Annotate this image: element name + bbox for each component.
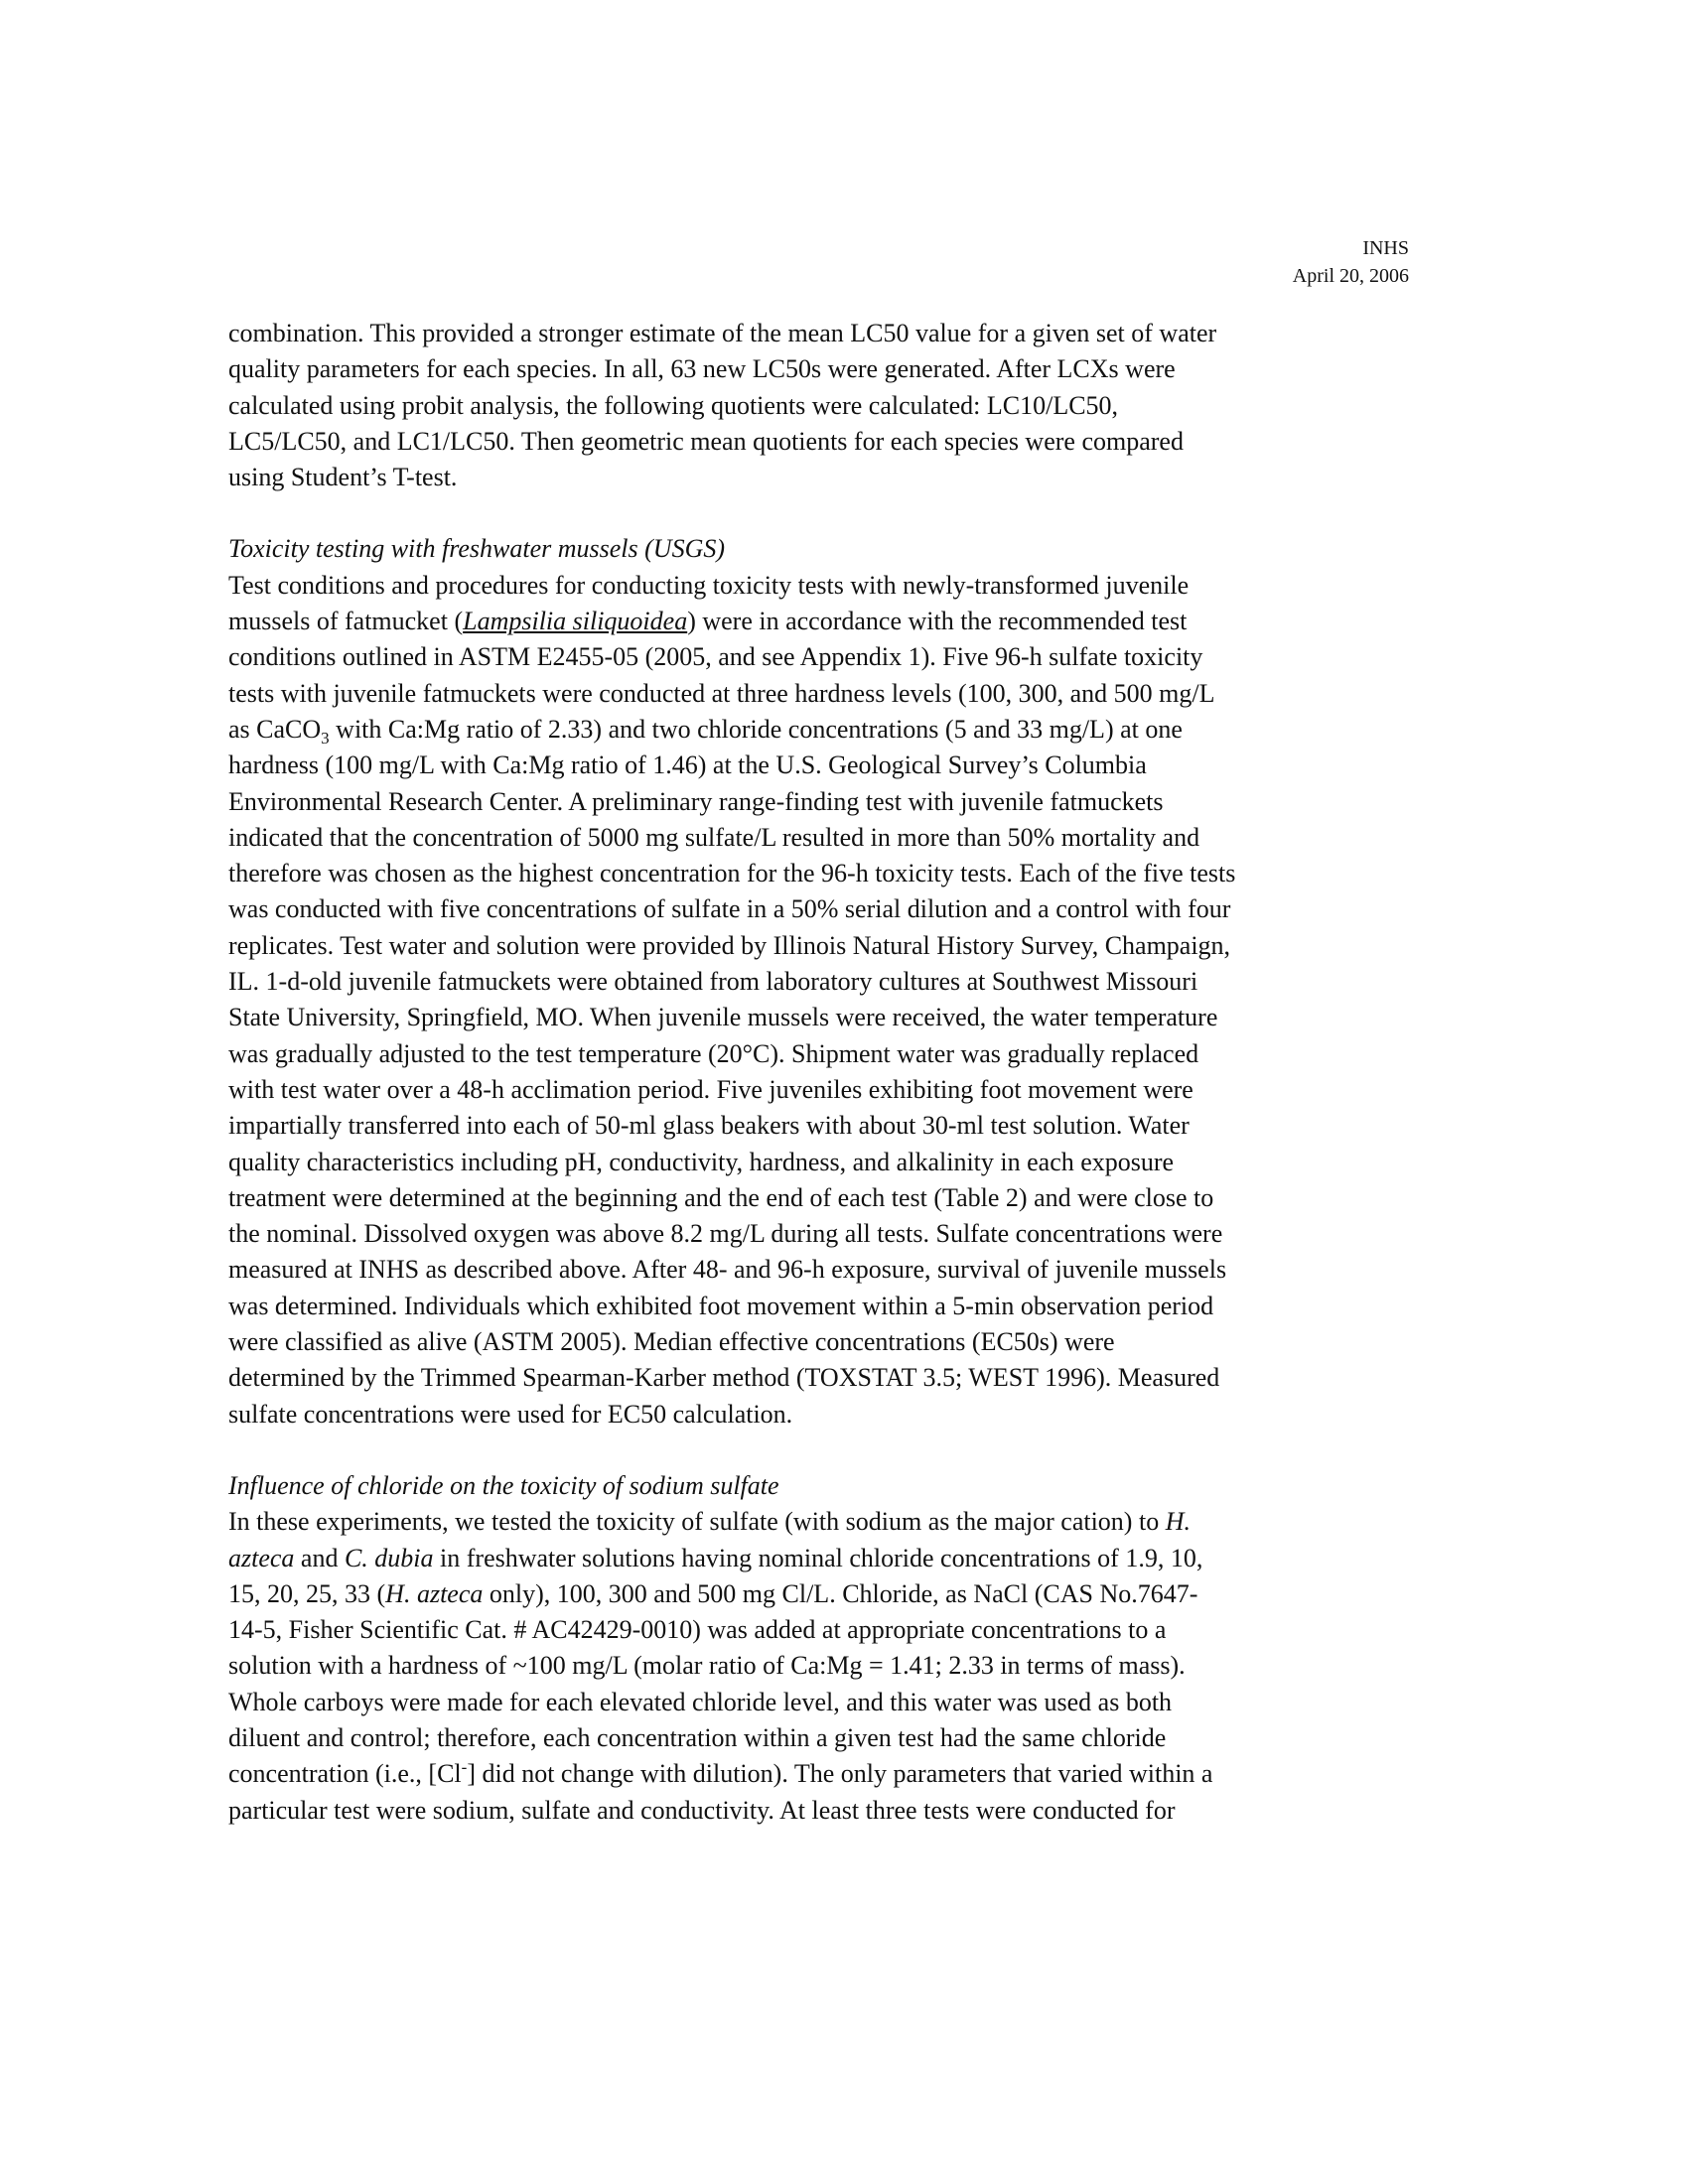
text-run: as CaCO: [228, 714, 322, 744]
text-run: ) were in accordance with the recommended test: [687, 607, 1188, 636]
text-run: only), 100, 300 and 500 mg Cl/L. Chloride, as NaCl (CAS No.7647-: [483, 1578, 1198, 1608]
section-chloride: [228, 1468, 1420, 1829]
species-name: H. azteca: [385, 1578, 484, 1608]
text-line: was determined. Individuals which exhibited foot movement within a 5-min observation period: [228, 1291, 1214, 1320]
text-run: In these experiments, we tested the toxicity of sulfate (with sodium as the major cation) to: [228, 1507, 1166, 1537]
text-run: with Ca:Mg ratio of 2.33) and two chloride concentrations (5 and 33 mg/L) at one: [329, 714, 1183, 744]
text-line: [228, 1576, 1420, 1612]
text-line: conditions outlined in ASTM E2455-05 (2005, and see Appendix 1). Five 96-h sulfate toxicity: [228, 642, 1203, 672]
page-header: [1293, 234, 1409, 290]
text-line: tests with juvenile fatmuckets were conducted at three hardness levels (100, 300, and 500 mg/L: [228, 678, 1215, 708]
text-line: LC5/LC50, and LC1/LC50. Then geometric mean quotients for each species were compared: [228, 426, 1184, 456]
text-line: particular test were sodium, sulfate and conductivity. At least three tests were conducted for: [228, 1795, 1176, 1825]
header-org: INHS: [1362, 237, 1409, 259]
text-line: measured at INHS as described above. After 48- and 96-h exposure, survival of juvenile mussels: [228, 1255, 1227, 1285]
text-line: impartially transferred into each of 50-ml glass beakers with about 30-ml test solution. Water: [228, 1111, 1190, 1141]
text-line: replicates. Test water and solution were provided by Illinois Natural History Survey, Champaign,: [228, 930, 1231, 960]
text-line: using Student’s T-test.: [228, 463, 458, 492]
section-heading-mussels: Toxicity testing with freshwater mussels (USGS): [228, 534, 726, 564]
text-line: the nominal. Dissolved oxygen was above 8.2 mg/L during all tests. Sulfate concentrations were: [228, 1219, 1223, 1249]
text-line: [228, 1541, 1420, 1576]
paragraph-gap: [228, 1433, 1420, 1468]
text-line: Whole carboys were made for each elevated chloride level, and this water was used as both: [228, 1687, 1173, 1716]
subscript: 3: [321, 729, 330, 749]
text-line: Environmental Research Center. A preliminary range-finding test with juvenile fatmuckets: [228, 786, 1164, 816]
text-run: in freshwater solutions having nominal chloride concentrations of 1.9, 10,: [433, 1543, 1203, 1572]
text-line: diluent and control; therefore, each concentration within a given test had the same chloride: [228, 1722, 1167, 1752]
header-date: April 20, 2006: [1292, 265, 1409, 287]
text-line: State University, Springfield, MO. When juvenile mussels were received, the water temperature: [228, 1003, 1218, 1032]
text-line: hardness (100 mg/L with Ca:Mg ratio of 1.46) at the U.S. Geological Survey’s Columbia: [228, 751, 1147, 780]
text-run: 15, 20, 25, 33 (: [228, 1578, 386, 1608]
text-line: determined by the Trimmed Spearman-Karber method (TOXSTAT 3.5; WEST 1996). Measured: [228, 1363, 1220, 1393]
superscript: -: [461, 1757, 468, 1777]
species-name: azteca: [228, 1543, 295, 1572]
text-run: and: [294, 1543, 345, 1572]
section-mussels: [228, 531, 1420, 1432]
species-name: C. dubia: [344, 1543, 434, 1572]
text-line: [228, 1504, 1420, 1540]
text-line: combination. This provided a stronger estimate of the mean LC50 value for a given set of water: [228, 319, 1217, 347]
text-line: IL. 1-d-old juvenile fatmuckets were obtained from laboratory cultures at Southwest Missouri: [228, 967, 1198, 997]
text-line: [228, 712, 1420, 748]
text-line: 14-5, Fisher Scientific Cat. # AC42429-0010) was added at appropriate concentrations to a: [228, 1615, 1167, 1645]
paragraph-intro: [228, 316, 1420, 495]
species-name: H.: [1165, 1507, 1191, 1537]
text-line: [228, 604, 1420, 639]
text-line: were classified as alive (ASTM 2005). Median effective concentrations (EC50s) were: [228, 1327, 1115, 1357]
text-line: quality characteristics including pH, conductivity, hardness, and alkalinity in each exposure: [228, 1147, 1175, 1176]
text-line: therefore was chosen as the highest concentration for the 96-h toxicity tests. Each of the five tests: [228, 859, 1236, 888]
section-heading-chloride: Influence of chloride on the toxicity of sodium sulfate: [228, 1470, 779, 1500]
text-run: mussels of fatmucket (: [228, 607, 464, 636]
text-line: Test conditions and procedures for conducting toxicity tests with newly-transformed juvenile: [228, 570, 1190, 600]
text-line: [228, 1756, 1420, 1792]
paragraph-gap: [228, 495, 1420, 531]
text-line: was gradually adjusted to the test temperature (20°C). Shipment water was gradually replaced: [228, 1038, 1199, 1068]
text-run: ] did not change with dilution). The only parameters that varied within a: [467, 1759, 1213, 1789]
document-body: [228, 316, 1420, 1829]
text-line: quality parameters for each species. In all, 63 new LC50s were generated. After LCXs were: [228, 354, 1176, 384]
text-line: sulfate concentrations were used for EC50 calculation.: [228, 1399, 793, 1429]
text-line: calculated using probit analysis, the following quotients were calculated: LC10/LC50,: [228, 390, 1119, 420]
text-line: with test water over a 48-h acclimation period. Five juveniles exhibiting foot movement were: [228, 1074, 1193, 1104]
text-run: concentration (i.e., [Cl: [228, 1759, 462, 1789]
text-line: solution with a hardness of ~100 mg/L (molar ratio of Ca:Mg = 1.41; 2.33 in terms of mass).: [228, 1651, 1186, 1681]
text-line: was conducted with five concentrations of sulfate in a 50% serial dilution and a control with four: [228, 894, 1231, 924]
text-line: treatment were determined at the beginning and the end of each test (Table 2) and were close to: [228, 1182, 1214, 1212]
species-name: Lampsilia siliquoidea: [463, 607, 688, 636]
text-line: indicated that the concentration of 5000 mg sulfate/L resulted in more than 50% mortality and: [228, 822, 1200, 852]
